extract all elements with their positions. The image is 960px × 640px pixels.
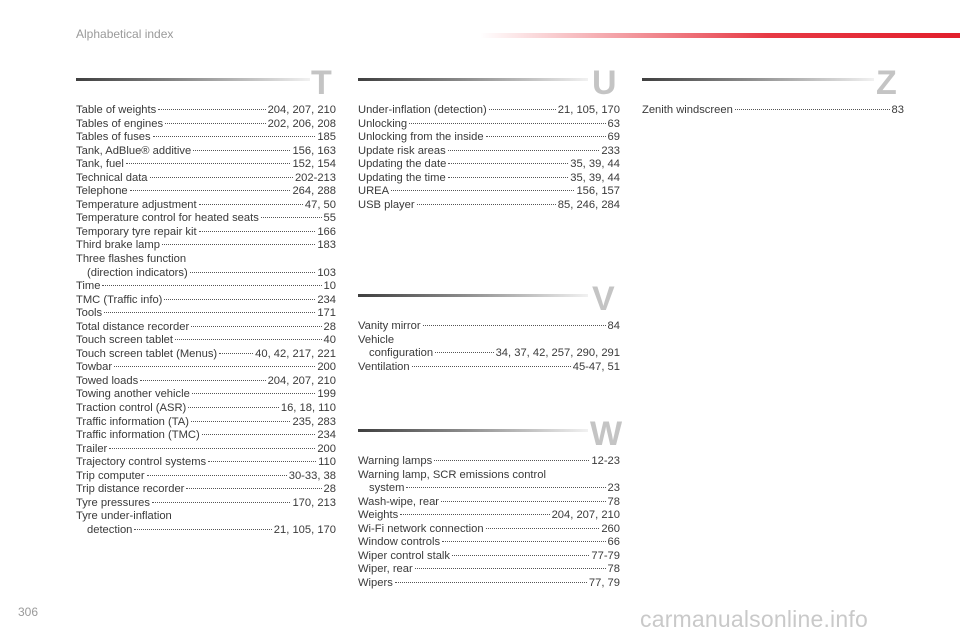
entry-line (76, 524, 336, 538)
entry-pages: 77-79 (591, 549, 620, 562)
dot-leader (162, 244, 315, 245)
entry-line (358, 347, 620, 361)
entry-line (76, 307, 336, 321)
entry-line (76, 375, 336, 389)
entry-term: Trajectory control systems (76, 456, 207, 469)
entry-term: Updating the date (358, 158, 447, 171)
index-section-t (76, 64, 336, 538)
entry-term: Telephone (76, 185, 128, 198)
entry-line (76, 334, 336, 348)
entry-term: Unlocking from the inside (358, 131, 484, 144)
index-section-u (358, 64, 620, 212)
index-entry (76, 456, 336, 470)
dot-leader (391, 190, 574, 191)
dot-leader (114, 366, 315, 367)
entry-line (358, 523, 620, 537)
entry-line (358, 550, 620, 564)
dot-leader (415, 568, 606, 569)
entry-pages: 103 (317, 266, 336, 279)
entry-line (358, 131, 620, 145)
entry-line (76, 483, 336, 497)
entry-line (76, 402, 336, 416)
dot-leader (435, 352, 494, 353)
entry-pages: 235, 283 (292, 415, 336, 428)
dot-leader (400, 514, 549, 515)
entry-line (642, 104, 904, 118)
index-entry (642, 104, 904, 118)
entry-term: configuration (369, 347, 434, 360)
entry-term: Vanity mirror (358, 320, 421, 332)
entry-pages: 199 (317, 388, 336, 401)
entry-term: Wi-Fi network connection (358, 522, 484, 535)
dot-leader (140, 380, 265, 381)
dot-leader (191, 421, 291, 422)
entry-term: Temperature control for heated seats (76, 212, 259, 225)
entry-term: (direction indicators) (87, 266, 188, 279)
entry-line (358, 509, 620, 523)
index-entry (358, 577, 620, 591)
entry-term: UREA (358, 185, 390, 198)
entry-term: Unlocking (358, 117, 408, 130)
entry-pages: 234 (317, 429, 336, 442)
dot-leader (434, 460, 589, 461)
index-entry (76, 104, 336, 118)
entry-pages: 47, 50 (304, 198, 336, 211)
section-divider (76, 78, 310, 81)
entry-line (76, 321, 336, 335)
entry-pages: 28 (323, 320, 336, 333)
entry-pages: 204, 207, 210 (551, 509, 620, 522)
entry-line (358, 455, 620, 469)
entry-line (358, 482, 620, 496)
entry-pages: 152, 154 (292, 158, 336, 171)
entry-pages: 200 (317, 361, 336, 374)
entry-list (76, 104, 336, 538)
entry-pages: 55 (323, 212, 336, 225)
index-entry (358, 131, 620, 145)
entry-term: Vehicle (358, 333, 395, 346)
index-entry (358, 334, 620, 361)
entry-line (358, 563, 620, 577)
dot-leader (448, 163, 568, 164)
section-divider (642, 78, 874, 81)
index-entry (76, 510, 336, 537)
index-entry (76, 348, 336, 362)
entry-term: Wash-wipe, rear (358, 495, 440, 508)
entry-term: Tools (76, 307, 103, 320)
dot-leader (409, 123, 605, 124)
index-entry (358, 523, 620, 537)
dot-leader (417, 204, 556, 205)
entry-term: detection (87, 523, 133, 536)
entry-pages: 63 (607, 117, 620, 130)
dot-leader (423, 325, 606, 326)
entry-line (76, 294, 336, 308)
entry-line (76, 510, 336, 524)
dot-leader (134, 529, 271, 530)
entry-line (76, 361, 336, 375)
dot-leader (406, 487, 605, 488)
entry-term: Trailer (76, 442, 108, 455)
index-section-z (642, 64, 904, 118)
entry-line (358, 469, 620, 483)
dot-leader (735, 109, 890, 110)
entry-pages: 83 (891, 104, 904, 116)
entry-pages: 204, 207, 210 (267, 104, 336, 116)
dot-leader (175, 339, 322, 340)
entry-pages: 23 (607, 482, 620, 495)
dot-leader (130, 190, 291, 191)
index-entry (358, 158, 620, 172)
entry-term: Warning lamp, SCR emissions control (358, 468, 546, 481)
entry-line (76, 226, 336, 240)
entry-pages: 21, 105, 170 (273, 523, 336, 536)
dot-leader (452, 555, 589, 556)
entry-line (76, 145, 336, 159)
index-entry (76, 280, 336, 294)
entry-line (358, 361, 620, 375)
entry-line (358, 104, 620, 118)
page-number: 306 (18, 605, 39, 619)
entry-pages: 156, 157 (576, 185, 620, 198)
entry-line (358, 118, 620, 132)
entry-pages: 110 (318, 456, 336, 469)
index-entry (76, 226, 336, 240)
entry-pages: 234 (317, 293, 336, 306)
entry-term: Zenith windscreen (642, 104, 733, 116)
entry-pages: 166 (317, 225, 336, 238)
index-entry (76, 361, 336, 375)
index-entry (76, 483, 336, 497)
entry-line (76, 267, 336, 281)
index-entry (76, 429, 336, 443)
entry-term: system (369, 482, 405, 495)
entry-term: Tables of fuses (76, 131, 151, 144)
section-header (358, 280, 620, 318)
section-divider (358, 294, 588, 297)
dot-leader (441, 501, 606, 502)
header-accent-bar (480, 33, 960, 38)
entry-line (76, 199, 336, 213)
entry-line (76, 456, 336, 470)
index-entry (76, 375, 336, 389)
entry-term: Ventilation (358, 360, 410, 373)
entry-line (358, 199, 620, 213)
entry-term: Under-inflation (detection) (358, 104, 487, 116)
entry-line (358, 172, 620, 186)
section-divider (358, 78, 588, 81)
dot-leader (191, 326, 321, 327)
section-letter: V (592, 280, 615, 318)
entry-term: USB player (358, 198, 415, 211)
entry-list (358, 455, 620, 590)
entry-term: Trip distance recorder (76, 483, 185, 496)
index-entry (76, 294, 336, 308)
entry-pages: 183 (317, 239, 336, 252)
entry-line (76, 497, 336, 511)
entry-term: Three flashes function (76, 253, 187, 266)
dot-leader (202, 434, 316, 435)
dot-leader (199, 231, 316, 232)
entry-term: Traffic information (TMC) (76, 429, 200, 442)
section-header (76, 64, 336, 102)
watermark: carmanualsonline.info (640, 606, 868, 632)
entry-term: Third brake lamp (76, 239, 160, 252)
dot-leader (188, 407, 279, 408)
dot-leader (199, 204, 303, 205)
dot-leader (147, 475, 287, 476)
entry-term: Traffic information (TA) (76, 415, 189, 428)
entry-pages: 202-213 (294, 171, 336, 184)
index-entry (358, 455, 620, 469)
entry-term: Tyre pressures (76, 496, 150, 509)
entry-term: Technical data (76, 171, 148, 184)
entry-pages: 28 (323, 483, 336, 496)
index-entry (358, 536, 620, 550)
entry-line (358, 334, 620, 348)
index-section-w (358, 415, 623, 590)
dot-leader (158, 109, 265, 110)
entry-pages: 78 (607, 495, 620, 508)
dot-leader (208, 461, 316, 462)
entry-line (76, 131, 336, 145)
entry-pages: 16, 18, 110 (280, 402, 336, 415)
index-entry (76, 158, 336, 172)
entry-list (642, 104, 904, 118)
entry-line (76, 280, 336, 294)
dot-leader (102, 285, 321, 286)
dot-leader (150, 177, 293, 178)
entry-line (76, 185, 336, 199)
index-entry (76, 416, 336, 430)
index-entry (358, 104, 620, 118)
entry-pages: 185 (317, 131, 336, 144)
dot-leader (442, 541, 605, 542)
entry-term: Towing another vehicle (76, 388, 190, 401)
dot-leader (165, 123, 265, 124)
index-entry (76, 334, 336, 348)
entry-term: Window controls (358, 536, 441, 549)
dot-leader (192, 393, 316, 394)
dot-leader (219, 353, 253, 354)
index-entry (76, 253, 336, 280)
entry-pages: 35, 39, 44 (570, 158, 620, 171)
entry-term: Towbar (76, 361, 113, 374)
index-entry (358, 509, 620, 523)
entry-line (358, 320, 620, 334)
entry-pages: 171 (317, 307, 336, 320)
index-entry (358, 361, 620, 375)
section-divider (358, 429, 588, 432)
dot-leader (261, 217, 322, 218)
entry-pages: 12-23 (591, 455, 620, 467)
index-entry (358, 172, 620, 186)
index-entry (76, 212, 336, 226)
section-letter: Z (876, 64, 897, 102)
index-entry (76, 470, 336, 484)
index-entry (76, 199, 336, 213)
dot-leader (164, 299, 315, 300)
index-entry (76, 443, 336, 457)
dot-leader (109, 448, 315, 449)
entry-term: Updating the time (358, 171, 446, 184)
entry-pages: 34, 37, 42, 257, 290, 291 (495, 347, 620, 360)
entry-term: Weights (358, 509, 399, 522)
section-header (358, 64, 620, 102)
index-entry (76, 307, 336, 321)
entry-line (76, 158, 336, 172)
index-entry (76, 388, 336, 402)
index-entry (76, 131, 336, 145)
entry-line (76, 212, 336, 226)
section-header (358, 415, 623, 453)
entry-pages: 202, 206, 208 (267, 117, 336, 130)
index-entry (358, 118, 620, 132)
entry-term: Tank, AdBlue® additive (76, 144, 192, 157)
entry-line (358, 185, 620, 199)
entry-term: Table of weights (76, 104, 157, 116)
entry-term: Towed loads (76, 374, 139, 387)
entry-term: Total distance recorder (76, 320, 190, 333)
entry-pages: 69 (607, 131, 620, 144)
entry-line (358, 536, 620, 550)
index-entry (76, 497, 336, 511)
entry-line (358, 496, 620, 510)
entry-line (76, 239, 336, 253)
dot-leader (186, 488, 321, 489)
entry-line (76, 429, 336, 443)
entry-line (76, 470, 336, 484)
index-entry (358, 185, 620, 199)
entry-term: Touch screen tablet (Menus) (76, 347, 218, 360)
index-section-v (358, 280, 620, 374)
entry-term: Trip computer (76, 469, 145, 482)
entry-line (76, 118, 336, 132)
entry-term: Tank, fuel (76, 158, 124, 171)
index-entry (358, 199, 620, 213)
entry-pages: 200 (317, 442, 336, 455)
entry-pages: 10 (323, 280, 336, 293)
dot-leader (412, 366, 571, 367)
section-letter: U (592, 64, 617, 102)
entry-term: Wiper control stalk (358, 549, 451, 562)
dot-leader (395, 582, 587, 583)
entry-term: Temperature adjustment (76, 198, 197, 211)
entry-line (358, 145, 620, 159)
entry-term: Warning lamps (358, 455, 433, 467)
index-entry (76, 321, 336, 335)
entry-pages: 78 (607, 563, 620, 576)
dot-leader (104, 312, 315, 313)
entry-term: Time (76, 280, 101, 293)
entry-pages: 84 (607, 320, 620, 332)
entry-pages: 156, 163 (292, 144, 336, 157)
index-entry (358, 550, 620, 564)
dot-leader (448, 150, 600, 151)
entry-line (76, 348, 336, 362)
entry-pages: 204, 207, 210 (267, 374, 336, 387)
entry-pages: 66 (607, 536, 620, 549)
entry-term: TMC (Traffic info) (76, 293, 163, 306)
entry-line (358, 158, 620, 172)
entry-pages: 77, 79 (588, 576, 620, 589)
dot-leader (153, 136, 316, 137)
section-letter: T (311, 64, 332, 102)
entry-line (76, 388, 336, 402)
entry-term: Traction control (ASR) (76, 402, 187, 415)
dot-leader (193, 150, 290, 151)
entry-line (358, 577, 620, 591)
entry-list (358, 320, 620, 374)
entry-line (76, 416, 336, 430)
dot-leader (126, 163, 291, 164)
entry-pages: 35, 39, 44 (570, 171, 620, 184)
entry-pages: 260 (601, 522, 620, 535)
entry-pages: 233 (601, 144, 620, 157)
entry-term: Tyre under-inflation (76, 510, 172, 523)
entry-pages: 21, 105, 170 (557, 104, 620, 116)
entry-line (76, 253, 336, 267)
index-entry (358, 563, 620, 577)
page-header-title: Alphabetical index (76, 27, 174, 41)
entry-line (76, 104, 336, 118)
entry-line (76, 172, 336, 186)
entry-pages: 30-33, 38 (288, 469, 336, 482)
dot-leader (152, 502, 290, 503)
dot-leader (486, 528, 600, 529)
entry-pages: 85, 246, 284 (557, 198, 620, 211)
entry-pages: 45-47, 51 (572, 360, 620, 373)
index-entry (358, 320, 620, 334)
index-entry (76, 145, 336, 159)
index-entry (76, 172, 336, 186)
entry-pages: 264, 288 (292, 185, 336, 198)
dot-leader (448, 177, 569, 178)
index-entry (76, 185, 336, 199)
dot-leader (486, 136, 606, 137)
entry-term: Update risk areas (358, 144, 446, 157)
entry-line (76, 443, 336, 457)
index-entry (76, 239, 336, 253)
entry-term: Temporary tyre repair kit (76, 225, 197, 238)
entry-term: Tables of engines (76, 117, 164, 130)
section-header (642, 64, 904, 102)
entry-pages: 40 (323, 334, 336, 347)
entry-term: Touch screen tablet (76, 334, 174, 347)
dot-leader (190, 272, 316, 273)
entry-term: Wiper, rear (358, 563, 413, 576)
index-entry (358, 496, 620, 510)
entry-term: Wipers (358, 576, 393, 589)
index-entry (76, 118, 336, 132)
index-entry (358, 469, 620, 496)
entry-list (358, 104, 620, 212)
entry-pages: 170, 213 (292, 496, 336, 509)
entry-pages: 40, 42, 217, 221 (255, 347, 336, 360)
section-letter: W (590, 415, 623, 453)
index-entry (358, 145, 620, 159)
dot-leader (489, 109, 556, 110)
index-entry (76, 402, 336, 416)
